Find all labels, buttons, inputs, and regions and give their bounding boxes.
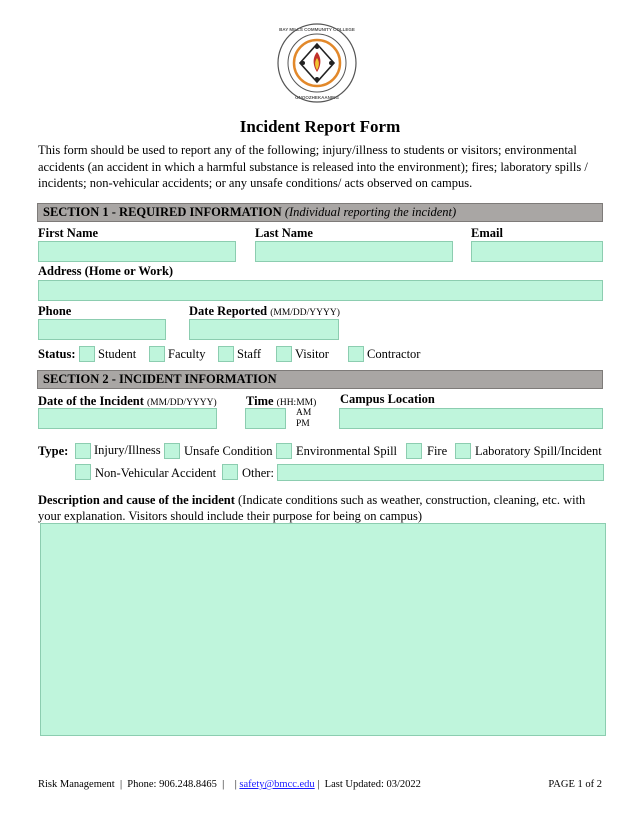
phone-field[interactable]	[38, 319, 166, 340]
footer-updated: | Last Updated: 03/2022	[317, 779, 421, 790]
type-unsafe-checkbox[interactable]	[164, 443, 180, 459]
status-label: Status:	[38, 347, 76, 361]
status-student-checkbox[interactable]	[79, 346, 95, 362]
last-name-label: Last Name	[255, 226, 313, 240]
section-2-header	[37, 370, 603, 389]
section-1-header	[37, 203, 603, 222]
first-name-field[interactable]	[38, 241, 236, 262]
address-field[interactable]	[38, 280, 603, 301]
time-label	[246, 394, 316, 409]
email-label: Email	[471, 226, 503, 240]
type-injury-checkbox[interactable]	[75, 443, 91, 459]
type-lab-spill-checkbox[interactable]	[455, 443, 471, 459]
time-field[interactable]	[245, 408, 286, 429]
date-incident-hint: (MM/DD/YYYY)	[147, 398, 217, 408]
pm-label: PM	[296, 419, 310, 429]
footer-email-link[interactable]: safety@bmcc.edu	[239, 779, 315, 790]
time-text: Time	[246, 394, 274, 408]
page-title: Incident Report Form	[239, 117, 401, 136]
status-student-label: Student	[98, 347, 137, 361]
section-1-title: SECTION 1 - REQUIRED INFORMATION	[43, 205, 282, 219]
email-field[interactable]	[471, 241, 603, 262]
type-environmental-checkbox[interactable]	[276, 443, 292, 459]
type-other-checkbox[interactable]	[222, 464, 238, 480]
type-other-field[interactable]	[277, 464, 604, 481]
type-other-label: Other:	[242, 466, 274, 480]
description-label-bold: Description and cause of the incident	[38, 493, 235, 507]
type-non-vehicular-label: Non-Vehicular Accident	[95, 466, 217, 480]
description-textarea[interactable]	[40, 523, 606, 736]
status-staff-label: Staff	[237, 347, 262, 361]
date-incident-field[interactable]	[38, 408, 217, 429]
status-faculty-label: Faculty	[168, 347, 206, 361]
address-label: Address (Home or Work)	[38, 264, 174, 278]
status-visitor-checkbox[interactable]	[276, 346, 292, 362]
status-contractor-checkbox[interactable]	[348, 346, 364, 362]
am-label: AM	[296, 408, 312, 418]
footer-left: Risk Management | Phone: 906.248.8465 | |	[38, 779, 237, 790]
type-non-vehicular-checkbox[interactable]	[75, 464, 91, 480]
date-reported-field[interactable]	[189, 319, 339, 340]
intro-paragraph: This form should be used to report any of the following; injury/illness to students or visitors; environmental accidents (an accident in which a harmful substance is released into the environment); fires; laboratory spills / incidents; non-vehicular accidents; or any unsafe conditions/ acts observed on campus.	[38, 143, 588, 190]
section-1-subtitle: (Individual reporting the incident)	[284, 205, 457, 219]
last-name-field[interactable]	[255, 241, 453, 262]
campus-location-label: Campus Location	[340, 392, 435, 406]
status-visitor-label: Visitor	[295, 347, 329, 361]
type-injury-label: Injury/Illness	[94, 443, 161, 457]
status-staff-checkbox[interactable]	[218, 346, 234, 362]
description-hint: (Indicate conditions such as weather, construction, cleaning, etc. with your explanation. Visitors should include their purpose for being on campus)	[38, 493, 586, 523]
svg-text:GNOOZHEKAANING: GNOOZHEKAANING	[295, 95, 339, 100]
date-reported-label	[189, 304, 340, 319]
time-hint: (HH:MM)	[276, 398, 317, 408]
page-number: PAGE 1 of 2	[548, 779, 602, 790]
type-label: Type:	[38, 444, 69, 458]
date-reported-text: Date Reported	[189, 304, 268, 318]
description-label	[38, 492, 604, 524]
phone-label: Phone	[38, 304, 72, 318]
date-reported-hint: (MM/DD/YYYY)	[270, 308, 340, 318]
college-logo	[276, 22, 358, 104]
first-name-label: First Name	[38, 226, 99, 240]
status-contractor-label: Contractor	[367, 347, 421, 361]
svg-text:BAY MILLS COMMUNITY COLLEGE: BAY MILLS COMMUNITY COLLEGE	[279, 27, 355, 32]
type-environmental-label: Environmental Spill	[296, 444, 398, 458]
type-lab-spill-label: Laboratory Spill/Incident	[475, 444, 602, 458]
type-fire-checkbox[interactable]	[406, 443, 422, 459]
type-unsafe-label: Unsafe Condition	[184, 444, 273, 458]
footer	[38, 779, 421, 790]
date-incident-text: Date of the Incident	[38, 394, 144, 408]
type-fire-label: Fire	[427, 444, 448, 458]
status-faculty-checkbox[interactable]	[149, 346, 165, 362]
campus-location-field[interactable]	[339, 408, 603, 429]
date-incident-label	[38, 394, 217, 409]
section-2-title: SECTION 2 - INCIDENT INFORMATION	[43, 372, 277, 386]
